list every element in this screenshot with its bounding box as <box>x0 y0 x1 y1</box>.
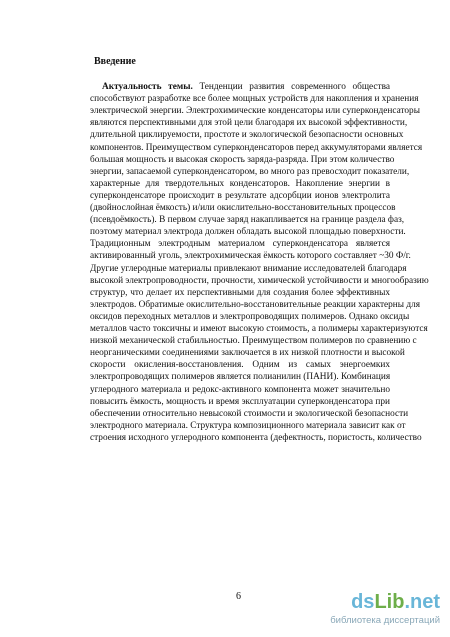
section-heading: Введение <box>94 56 136 67</box>
text-line: скорости окисления-восстановления. Одним из самых энергоемких <box>90 360 390 371</box>
text-line: структур, что делает их перспективными для создания более эффективных <box>90 287 390 298</box>
text-line: поэтому материал электрода должен обладать высокой площадью поверхности. <box>90 227 406 238</box>
text-line: неорганическими соединениями заключается в их низкой плотности и высокой <box>90 348 405 359</box>
text-line: высокой электропроводности, прочности, химической устойчивости и многообразию <box>90 275 429 286</box>
text-line: Другие углеродные материалы привлекают внимание исследователей благодаря <box>90 263 407 274</box>
text-line: электропроводящих полимеров является полианилин (ПАНИ). Комбинация <box>90 372 391 383</box>
text-line: суперконденсаторе происходит в результате адсорбции ионов электролита <box>90 190 390 201</box>
text-line: большая мощность и высокая скорость заряда-разряда. При этом количество <box>90 154 395 165</box>
text-line: энергии, запасаемой суперконденсатором, во много раз превосходит показатели, <box>90 166 410 177</box>
logo-net: .net <box>404 591 440 613</box>
dslib-watermark <box>322 591 444 631</box>
text-line: электродного материала. Структура композиционного материала зависит как от <box>90 420 406 431</box>
text-line: металлов часто токсичны и имеют высокую стоимость, а полимеры характеризуются <box>90 324 428 334</box>
text-line: активированный уголь, электрохимическая ёмкость которого составляет ~30 Ф/г. <box>90 251 411 262</box>
watermark-subtitle: библиотека диссертаций <box>330 615 440 626</box>
logo-lib: Lib <box>374 591 405 613</box>
text-line: углеродного материала и редокс-активного компонента может значительно <box>90 384 390 395</box>
text-line: Традиционным электродным материалом суперконденсатора является <box>90 239 390 250</box>
text-line: повысить ёмкость, мощность и время эксплуатации суперконденсатора при <box>90 396 390 407</box>
text-line: оксидов переходных металлов и электропроводящих полимеров. Однако оксиды <box>90 311 410 322</box>
text-line <box>102 81 390 93</box>
text-line: электрической энергии. Электрохимические конденсаторы или суперконденсаторы <box>90 106 420 117</box>
text-line: электродов. Обратимые окислительно-восстановительные реакции характерны для <box>90 299 420 310</box>
text-line: способствуют разработке все более мощных устройств для накопления и хранения <box>90 94 419 105</box>
page-number: 6 <box>236 591 241 602</box>
text-line: (двойнослойная ёмкость) и/или окислительно-восстановительных процессов <box>90 203 396 213</box>
logo-ds: ds <box>351 591 375 613</box>
text-line: длительной циклируемости, простоте и экологической безопасности основных <box>90 130 404 141</box>
text-line: строения исходного углеродного компонента (дефектность, пористость, количество <box>90 432 422 443</box>
text-line: (псевдоёмкость). В первом случае заряд накапливается на границе раздела фаз, <box>90 215 405 226</box>
dslib-logo <box>351 591 440 613</box>
text-line: характерные для твердотельных конденсаторов. Накопление энергии в <box>90 178 390 189</box>
text-line: обеспечении относительно невысокой стоимости и экологической безопасности <box>90 408 409 419</box>
text-line: компонентов. Преимуществом суперконденсаторов перед аккумуляторами является <box>90 142 423 153</box>
text-line-rest: Тенденции развития современного общества <box>192 82 390 92</box>
lead-bold: Актуальность темы. <box>102 82 193 92</box>
text-line: низкой механической стабильностью. Преимуществом полимеров по сравнению с <box>90 336 417 347</box>
text-line: являются перспективными для этой цели благодаря их высокой эффективности, <box>90 118 408 129</box>
